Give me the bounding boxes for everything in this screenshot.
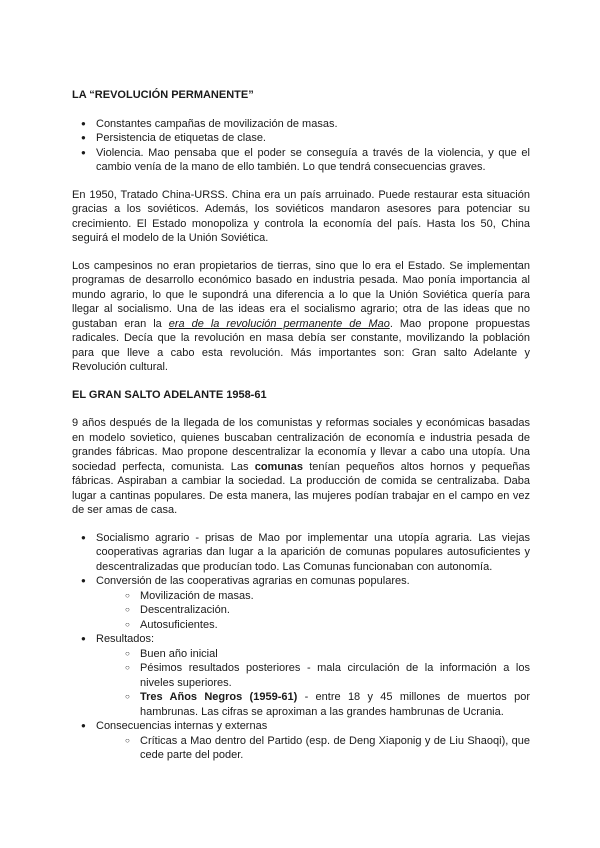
section-heading-gran-salto: EL GRAN SALTO ADELANTE 1958-61: [72, 388, 267, 401]
paragraph-campesinos: [72, 259, 530, 375]
paragraph-tratado-china-urss: En 1950, Tratado China-URSS. China era un país arruinado. Puede restaurar esta situación gracias a los soviéticos. Además, los soviéticos mandaron asesores para potenciar su crecimiento. El Estado monopoliza y controla la economía del país. Hasta los 50, China seguirá el modelo de la Unión Soviética.: [72, 188, 530, 244]
bullet-list-gran-salto: [72, 531, 530, 763]
bullet-list-revolucion: [72, 117, 530, 175]
sub-list-item: ○ Pésimos resultados posteriores - mala circulación de la información a los niveles superiores.: [116, 661, 530, 690]
list-item: [72, 719, 530, 763]
text-span: Consecuencias internas y externas: [96, 720, 268, 732]
text-span: Conversión de las cooperativas agrarias en comunas populares.: [96, 575, 410, 587]
list-item: [72, 574, 530, 632]
text-span: tenían pequeños altos hornos y pequeñas fábricas. Aspiraban a cambiar la sociedad. La producción de comida se centralizaba. Daba lugar a cantinas populares. De esta manera, las mujeres podían trabajar en el campo en vez de ser amas de casa.: [72, 460, 531, 516]
list-item: ● Constantes campañas de movilización de masas.: [72, 117, 530, 132]
text-span: Los campesinos no eran propietarios de tierras, sino que lo era el Estado. Se implementan programas de desarrollo económico basado en industria pesada. Mao ponía importancia al mundo agrario, lo que le supondrá una diferencia a lo que la Unión Soviética quería para llegar al socialismo. Una de las ideas era el socialismo agrario; otra de las ideas que no gustaban eran la: [72, 259, 530, 330]
sub-list-item: ○ Descentralización.: [116, 603, 530, 618]
list-item: [72, 632, 530, 719]
sub-list-item: [116, 690, 530, 719]
sub-list-item: ○ Críticas a Mao dentro del Partido (esp. de Deng Xiaponig y de Liu Shaoqi), que cede parte del poder.: [116, 734, 530, 763]
section-heading-revolucion-permanente: LA “REVOLUCIÓN PERMANENTE”: [72, 89, 254, 101]
list-item: [72, 531, 530, 575]
sub-list-item: ○ Buen año inicial: [116, 647, 530, 662]
sub-list: [96, 734, 530, 763]
emphasized-text: era de la revolución permanente de Mao: [168, 317, 390, 330]
sub-list-item: ○ Autosuficientes.: [116, 618, 530, 633]
sub-list-item: ○ Movilización de masas.: [116, 589, 530, 604]
sub-list: [96, 647, 530, 720]
text-span: - entre 18 y 45 millones de muertos por hambrunas. Las cifras se aproximan a las grandes hambrunas de Ucrania.: [140, 691, 531, 718]
list-item: ● Persistencia de etiquetas de clase.: [72, 131, 530, 146]
text-span: Resultados:: [96, 633, 155, 645]
list-item: ● Violencia. Mao pensaba que el poder se conseguía a través de la violencia, y que el cambio venía de la mano de ello también. Lo que tendrá consecuencias graves.: [72, 146, 530, 175]
paragraph-gran-salto: [72, 416, 530, 518]
text-span: . Mao propone propuestas radicales. Decía que la revolución en masa debía ser constante, movilizando la población para que lleve a cabo esta revolución. Más importantes son: Gran salto Adelante y Revolución cultural.: [72, 317, 531, 373]
bold-text: comunas: [254, 460, 303, 473]
text-span: Socialismo agrario - prisas de Mao por implementar una utopía agraria. Las viejas cooperativas agrarias dan lugar a la aparición de comunas populares autosuficientes y descentralizadas que producían todo. Las Comunas funcionaban con autonomía.: [96, 531, 530, 573]
sub-list: [96, 589, 530, 633]
text-span: 9 años después de la llegada de los comunistas y reformas sociales y económicas basadas en modelo sovietico, quienes buscaban centralización de economía e industria pesada de grandes fábricas. Mao propone descentralizar la economía y llevar a cabo una utopía. Una sociedad perfecta, comunista. Las: [72, 417, 530, 473]
bold-text: Tres Años Negros (1959-61): [140, 691, 298, 703]
